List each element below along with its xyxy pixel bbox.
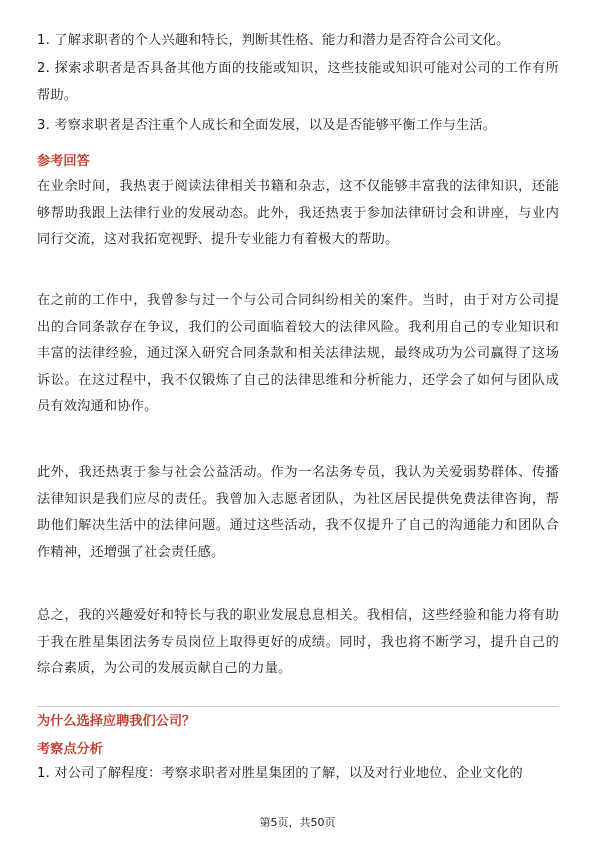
answer-paragraph-3: 此外，我还热衷于参与社会公益活动。作为一名法务专员，我认为关爱弱势群体、传播法律知识是我们应尽的责任。我曾加入志愿者团队，为社区居民提供免费法律咨询，帮助他们解决生活中的法律问题。通过这些活动，我不仅提升了自己的沟通能力和团队合作精神，还增强了社会责任感。: [37, 465, 559, 560]
answer-paragraph-4: 总之，我的兴趣爱好和特长与我的职业发展息息相关。我相信，这些经验和能力将有助于我在胜星集团法务专员岗位上取得更好的成绩。同时，我也将不断学习，提升自己的综合素质，为公司的发展贡献自己的力量。: [37, 608, 559, 676]
analysis-heading: 考察点分析: [37, 742, 103, 757]
intro-point-3: 3. 考察求职者是否注重个人成长和全面发展，以及是否能够平衡工作与生活。: [37, 118, 497, 133]
reference-answer-heading: 参考回答: [37, 154, 90, 169]
answer-paragraph-1: 在业余时间，我热衷于阅读法律相关书籍和杂志，这不仅能够丰富我的法律知识，还能够帮助我跟上法律行业的发展动态。此外，我还热衷于参加法律研讨会和讲座，与业内同行交流，这对我拓宽视野、提升专业能力有着极大的帮助。: [37, 179, 559, 247]
intro-point-1: 1. 了解求职者的个人兴趣和特长，判断其性格、能力和潜力是否符合公司文化。: [37, 33, 510, 48]
answer-paragraph-2: 在之前的工作中，我曾参与过一个与公司合同纠纷相关的案件。当时，由于对方公司提出的合同条款存在争议，我们的公司面临着较大的法律风险。我利用自己的专业知识和丰富的法律经验，通过深入研究合同条款和相关法律法规，最终成功为公司赢得了这场诉讼。在这过程中，我不仅锻炼了自己的法律思维和分析能力，还学会了如何与团队成员有效沟通和协作。: [37, 293, 559, 414]
page-footer: 第5页，共50页: [259, 816, 336, 829]
analysis-point-1: 1. 对公司了解程度：考察求职者对胜星集团的了解，以及对行业地位、企业文化的: [37, 766, 523, 781]
next-question-heading: 为什么选择应聘我们公司？: [37, 714, 196, 729]
intro-point-2: 2. 探索求职者是否具备其他方面的技能或知识，这些技能或知识可能对公司的工作有所帮助。: [37, 61, 559, 103]
section-divider: [37, 706, 559, 707]
